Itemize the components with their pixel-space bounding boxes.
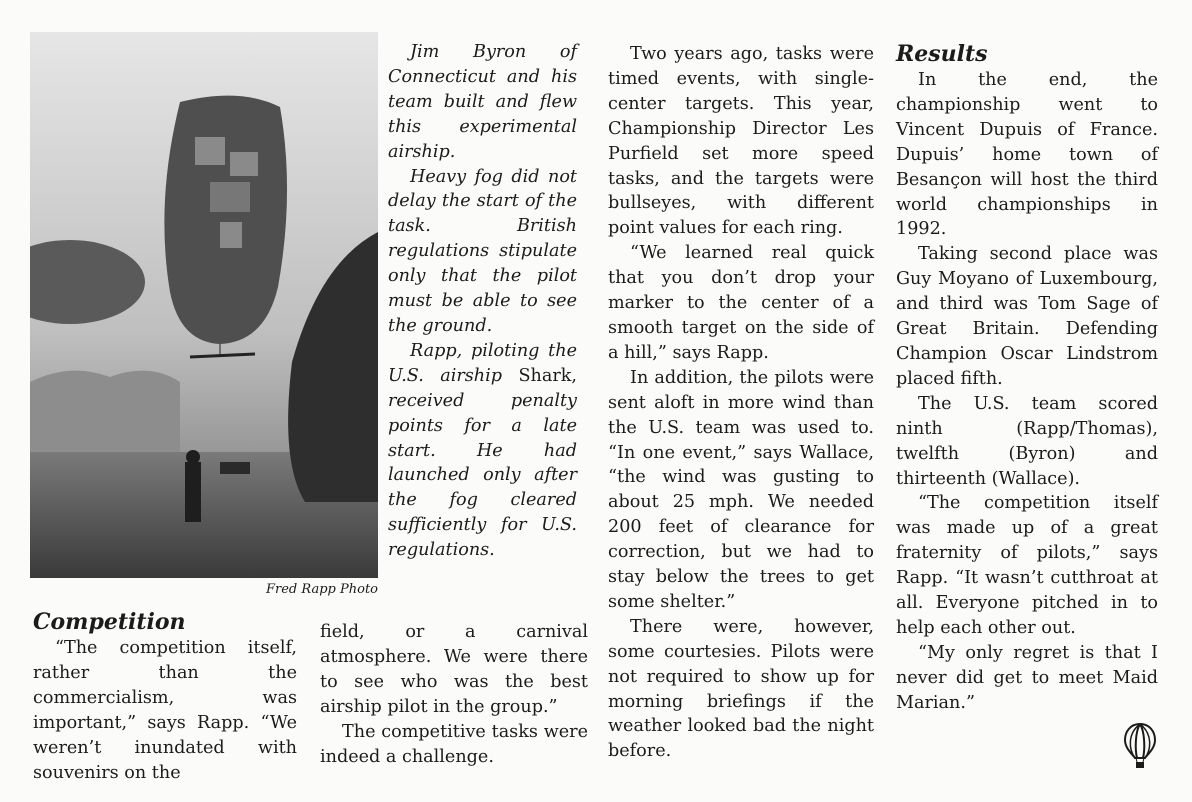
body-paragraph: There were, however, some courtesies. Pilots were not required to show up for morning briefings if the weather looked bad the night before. — [608, 616, 874, 762]
competition-column-2 — [320, 620, 588, 769]
caption-text: Rapp, piloting the U.S. airship — [388, 340, 577, 386]
body-paragraph: The U.S. team scored ninth (Rapp/Thomas), twelfth (Byron) and thirteenth (Wallace). — [896, 393, 1158, 489]
hot-air-balloon-icon — [1124, 722, 1156, 770]
caption-paragraph: Heavy fog did not delay the start of the task. British regulations stipulate only that the pilot must be able to see the ground. — [388, 166, 577, 336]
article-column-3 — [608, 42, 874, 764]
body-paragraph: In addition, the pilots were sent aloft in more wind than the U.S. team was used to. “In one event,” says Wallace, “the wind was gusting to about 25 mph. We needed 200 feet of clearance for correction, but we had to stay below the trees to get some shelter.” — [608, 367, 874, 612]
caption-paragraph — [388, 339, 577, 563]
photo-credit: Fred Rapp Photo — [266, 582, 378, 597]
photo-caption — [388, 40, 577, 563]
body-paragraph: The competitive tasks were indeed a challenge. — [320, 721, 588, 767]
airship-photo-image — [30, 32, 378, 578]
body-paragraph: “My only regret is that I never did get to meet Maid Marian.” — [896, 642, 1158, 713]
airship-name: Shark, — [518, 365, 577, 386]
body-paragraph: “The competition itself, rather than the commercialism, was important,” says Rapp. “We weren’t inundated with souvenirs on the — [33, 638, 297, 783]
body-paragraph: “We learned real quick that you don’t drop your marker to the center of a smooth target on the side of a hill,” says Rapp. — [608, 243, 874, 363]
caption-paragraph: Jim Byron of Connecticut and his team built and flew this experimental airship. — [388, 42, 577, 162]
caption-text: received penalty points for a late start. He had launched only after the fog cleared sufficiently for U.S. regulations. — [388, 390, 577, 561]
competition-heading: Competition — [33, 609, 186, 635]
body-paragraph: field, or a carnival atmosphere. We were there to see who was the best airship pilot in the group.” — [320, 622, 588, 717]
competition-column-1 — [33, 608, 297, 785]
body-paragraph: In the end, the championship went to Vincent Dupuis of France. Dupuis’ home town of Besançon will host the third world championships in 1992. — [896, 70, 1158, 240]
results-heading: Results — [896, 41, 988, 67]
airship-photo — [30, 32, 378, 578]
results-column — [896, 40, 1158, 716]
body-paragraph: Taking second place was Guy Moyano of Luxembourg, and third was Tom Sage of Great Britain. Defending Champion Oscar Lindstrom placed fifth. — [896, 244, 1158, 389]
body-paragraph: “The competition itself was made up of a great fraternity of pilots,” says Rapp. “It wasn’t cutthroat at all. Everyone pitched in to help each other out. — [896, 493, 1158, 638]
body-paragraph: Two years ago, tasks were timed events, with single-center targets. This year, Championship Director Les Purfield set more speed tasks, and the targets were bullseyes, with different point values for each ring. — [608, 44, 874, 239]
